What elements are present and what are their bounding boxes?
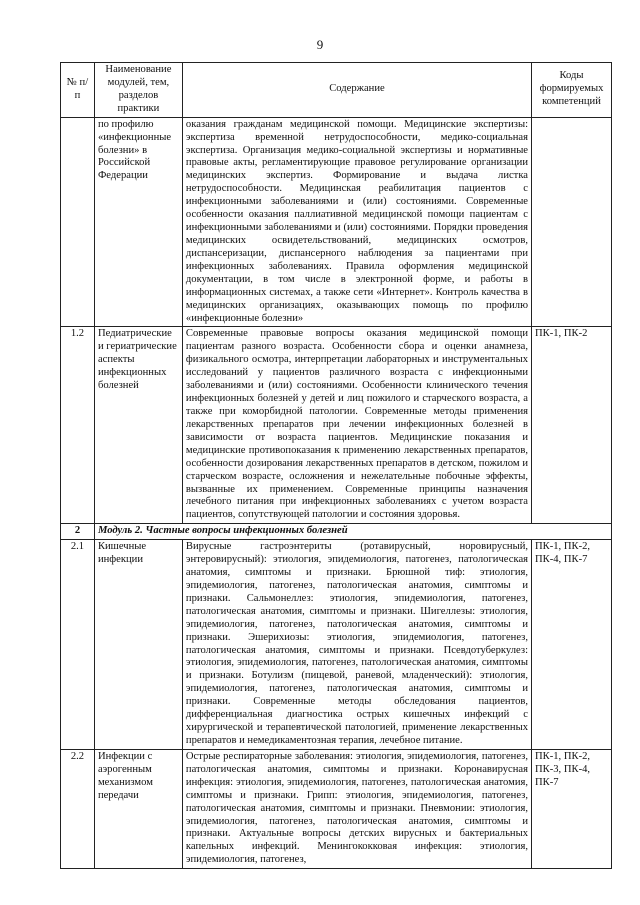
- table-row: [61, 327, 612, 524]
- row-codes: ПК-1, ПК-2: [532, 327, 612, 524]
- row-content: Современные правовые вопросы оказания медицинской помощи пациентам разного возраста. Особенности сбора и оценки анамнеза, физикального осмотра, интерпретации лабораторных и инструментальных исследований у пациентов различного возраста с инфекционными заболеваниями и (или) состояниями. Особенности клинического течения инфекционных болезней у детей и лиц пожилого и старческого возраста, а также при коморбидной патологии. Современные методы применения лекарственных препаратов при лечении инфекционных болезней в зависимости от возраста пациентов. Медицинские показания и медицинские противопоказания к применению лекарственных препаратов, особенности дозирования лекарственных препаратов в детском, пожилом и старческом возрасте, осложнения и нежелательные побочные эффекты, вызванные их применением. Современные принципы назначения лечебного питания при инфекционных заболеваниях с учетом возраста пациентов, сопутствующей патологии и состояния здоровья.: [182, 327, 531, 524]
- row-topic-name: Инфекции с аэрогенным механизмом передачи: [94, 749, 182, 868]
- header-module-name: Наименование модулей, тем, разделов практики: [94, 63, 182, 118]
- header-competency-codes: Коды формируемых компетенций: [532, 63, 612, 118]
- row-codes: [532, 117, 612, 327]
- row-codes: ПК-1, ПК-2, ПК-3, ПК-4, ПК-7: [532, 749, 612, 868]
- table-row: [61, 749, 612, 868]
- row-topic-name: Педиатрические и гериатрические аспекты инфекционных болезней: [94, 327, 182, 524]
- module-number: 2: [61, 524, 95, 540]
- row-topic-name: Кишечные инфекции: [94, 540, 182, 750]
- module-title: Модуль 2. Частные вопросы инфекционных болезней: [94, 524, 611, 540]
- module-row: [61, 524, 612, 540]
- header-number: № п/п: [61, 63, 95, 118]
- row-number: 2.2: [61, 749, 95, 868]
- curriculum-table: [60, 62, 612, 869]
- header-content: Содержание: [182, 63, 531, 118]
- row-number: 2.1: [61, 540, 95, 750]
- row-number: 1.2: [61, 327, 95, 524]
- row-topic-name: по профилю «инфекционные болезни» в Российской Федерации: [94, 117, 182, 327]
- row-content: Вирусные гастроэнтериты (ротавирусный, норовирусный, энтеровирусный): этиология, эпидемиология, патогенез, патологическая анатомия, симптомы и признаки. Брюшной тиф: этиология, эпидемиология, патогенез, патологическая анатомия, симптомы и признаки. Сальмонеллез: этиология, эпидемиология, патогенез, патологическая анатомия, симптомы и признаки. Шигеллезы: этиология, эпидемиология, патогенез, патологическая анатомия, симптомы и признаки. Эшерихиозы: этиология, эпидемиология, патогенез, патологическая анатомия, симптомы и признаки. Псевдотуберкулез: этиология, эпидемиология, патогенез, патологическая анатомия, симптомы и признаки. Ботулизм (пищевой, раневой, младенческий): этиология, эпидемиология, патогенез, патологическая анатомия, симптомы и признаки. Современные методы обследования пациентов, дифференциальная диагностика острых кишечных инфекций с хирургической и терапевтической патологией, применение лекарственных препаратов и немедикаментозная терапия, лечебное питание.: [182, 540, 531, 750]
- table-header-row: [61, 63, 612, 118]
- table-row: [61, 117, 612, 327]
- row-codes: ПК-1, ПК-2, ПК-4, ПК-7: [532, 540, 612, 750]
- row-content: оказания гражданам медицинской помощи. Медицинские экспертизы: экспертиза временной нетрудоспособности, медико-социальная экспертиза. Организация медико-социальной экспертизы и нормативные правовые акты, регламентирующие правовое регулирование организации медицинских экспертиз. Формирование и выдача листка нетрудоспособности. Медицинская реабилитация пациентов с инфекционными заболеваниями и (или) состояниями. Современные особенности оказания паллиативной медицинской помощи пациентам с инфекционными заболеваниями и (или) состояниями. Порядки проведения медицинских освидетельствований, медицинских осмотров, диспансеризации, диспансерного наблюдения за пациентами при инфекционных заболеваниях. Правила оформления медицинской документации, в том числе в электронной форме, и работы в информационных системах, а также сети «Интернет». Контроль качества в медицинских организациях, оказывающих помощь по профилю «инфекционные болезни»: [182, 117, 531, 327]
- table-row: [61, 540, 612, 750]
- row-number: [61, 117, 95, 327]
- page-number: 9: [316, 37, 324, 52]
- row-content: Острые респираторные заболевания: этиология, эпидемиология, патогенез, патологическая анатомия, симптомы и признаки. Коронавирусная инфекция: этиология, эпидемиология, патогенез, патологическая анатомия, симптомы и признаки. Грипп: этиология, эпидемиология, патогенез, патологическая анатомия, симптомы и признаки. Пневмонии: этиология, эпидемиология, патогенез, патологическая анатомия, симптомы и признаки. Актуальные вопросы детских вирусных и бактериальных капельных инфекций. Менингококковая инфекция: этиология, эпидемиология, патогенез,: [182, 749, 531, 868]
